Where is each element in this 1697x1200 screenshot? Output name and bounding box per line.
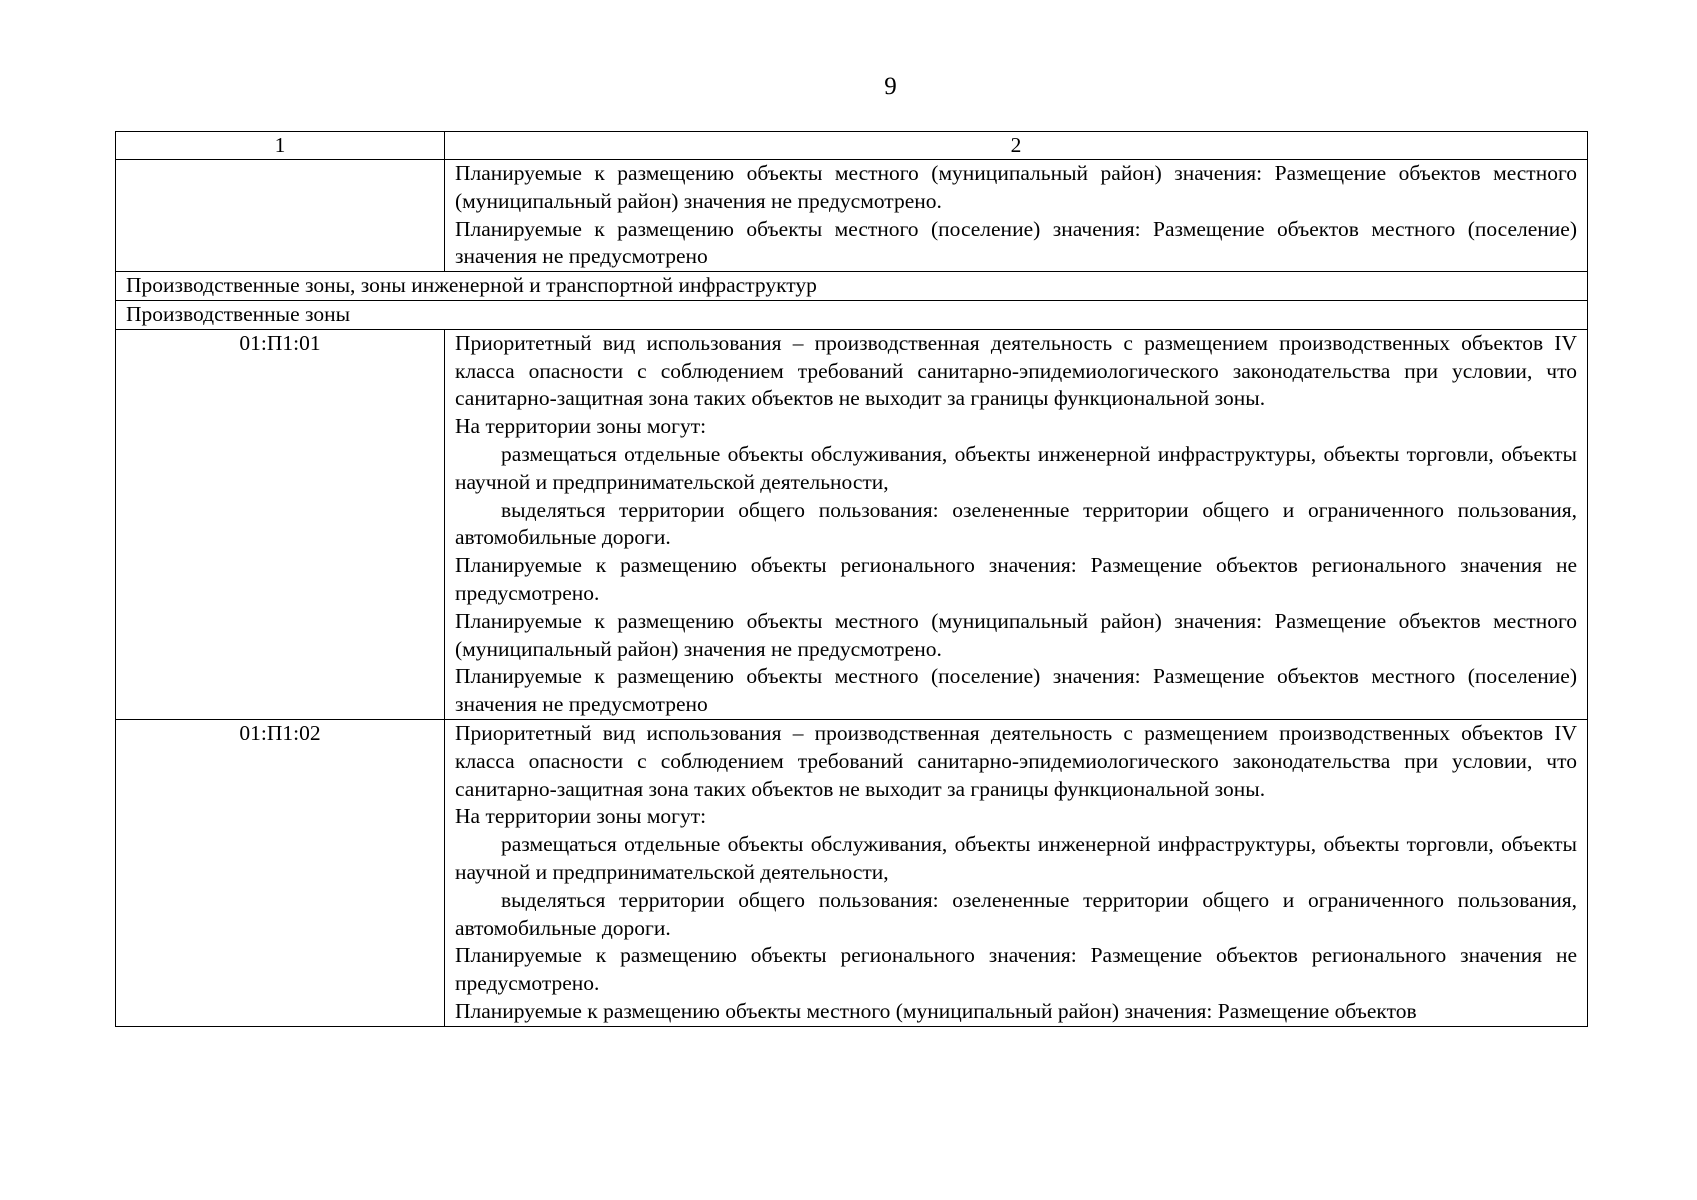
column-header-2: 2 (445, 132, 1588, 160)
description-paragraph: На территории зоны могут: (455, 414, 707, 439)
description-paragraph: Планируемые к размещению объекты местного (муниципальный район) значения: Размещение объектов местного (муниципальный район) значения не предусмотрено. (455, 161, 1577, 213)
continuation-row (116, 160, 1588, 272)
zone-row (116, 329, 1588, 719)
description-paragraph: Приоритетный вид использования – производственная деятельность с размещением производственных объектов IV класса опасности с соблюдением требований санитарно-эпидемиологического законодательства при условии, что санитарно-защитная зона таких объектов не выходит за границы функциональной зоны. (455, 330, 1577, 411)
page-number: 9 (884, 73, 897, 100)
description-paragraph: Планируемые к размещению объекты местного (поселение) значения: Размещение объектов местного (поселение) значения не предусмотрено (455, 664, 1577, 717)
description-paragraph: Планируемые к размещению объекты местного (муниципальный район) значения: Размещение объектов (455, 998, 1417, 1023)
description-paragraph-indented: выделяться территории общего пользования: озелененные территории общего и ограниченного пользования, автомобильные дороги. (455, 887, 1577, 940)
section-row (116, 300, 1588, 329)
description-paragraph: Планируемые к размещению объекты местного (муниципальный район) значения: Размещение объектов местного (муниципальный район) значения не предусмотрено. (455, 608, 1577, 661)
zone-description-cell (445, 719, 1588, 1026)
description-paragraph: Приоритетный вид использования – производственная деятельность с размещением производственных объектов IV класса опасности с соблюдением требований санитарно-эпидемиологического законодательства при условии, что санитарно-защитная зона таких объектов не выходит за границы функциональной зоны. (455, 720, 1577, 801)
zones-table (115, 131, 1588, 1027)
zone-code-cell (116, 160, 445, 272)
zone-row (116, 719, 1588, 1026)
section-title: Производственные зоны, зоны инженерной и транспортной инфраструктур (116, 272, 1588, 301)
section-row (116, 272, 1588, 301)
description-paragraph: Планируемые к размещению объекты регионального значения: Размещение объектов регионального значения не предусмотрено. (455, 553, 1577, 605)
subsection-title: Производственные зоны (116, 300, 1588, 329)
zone-description-cell (445, 329, 1588, 719)
description-paragraph-indented: выделяться территории общего пользования: озелененные территории общего и ограниченного пользования, автомобильные дороги. (455, 497, 1577, 550)
table-header-row (116, 132, 1588, 160)
zone-description-cell (445, 160, 1588, 272)
description-paragraph: На территории зоны могут: (455, 804, 707, 829)
description-paragraph-indented: размещаться отдельные объекты обслуживания, объекты инженерной инфраструктуры, объекты торговли, объекты научной и предпринимательской деятельности, (455, 832, 1577, 884)
zone-code-cell: 01:П1:01 (116, 329, 445, 719)
zone-code-cell: 01:П1:02 (116, 719, 445, 1026)
column-header-1: 1 (116, 132, 445, 160)
description-paragraph-indented: размещаться отдельные объекты обслуживания, объекты инженерной инфраструктуры, объекты торговли, объекты научной и предпринимательской деятельности, (455, 441, 1577, 494)
description-paragraph: Планируемые к размещению объекты регионального значения: Размещение объектов регионального значения не предусмотрено. (455, 943, 1577, 996)
description-paragraph: Планируемые к размещению объекты местного (поселение) значения: Размещение объектов местного (поселение) значения не предусмотрено (455, 216, 1577, 269)
